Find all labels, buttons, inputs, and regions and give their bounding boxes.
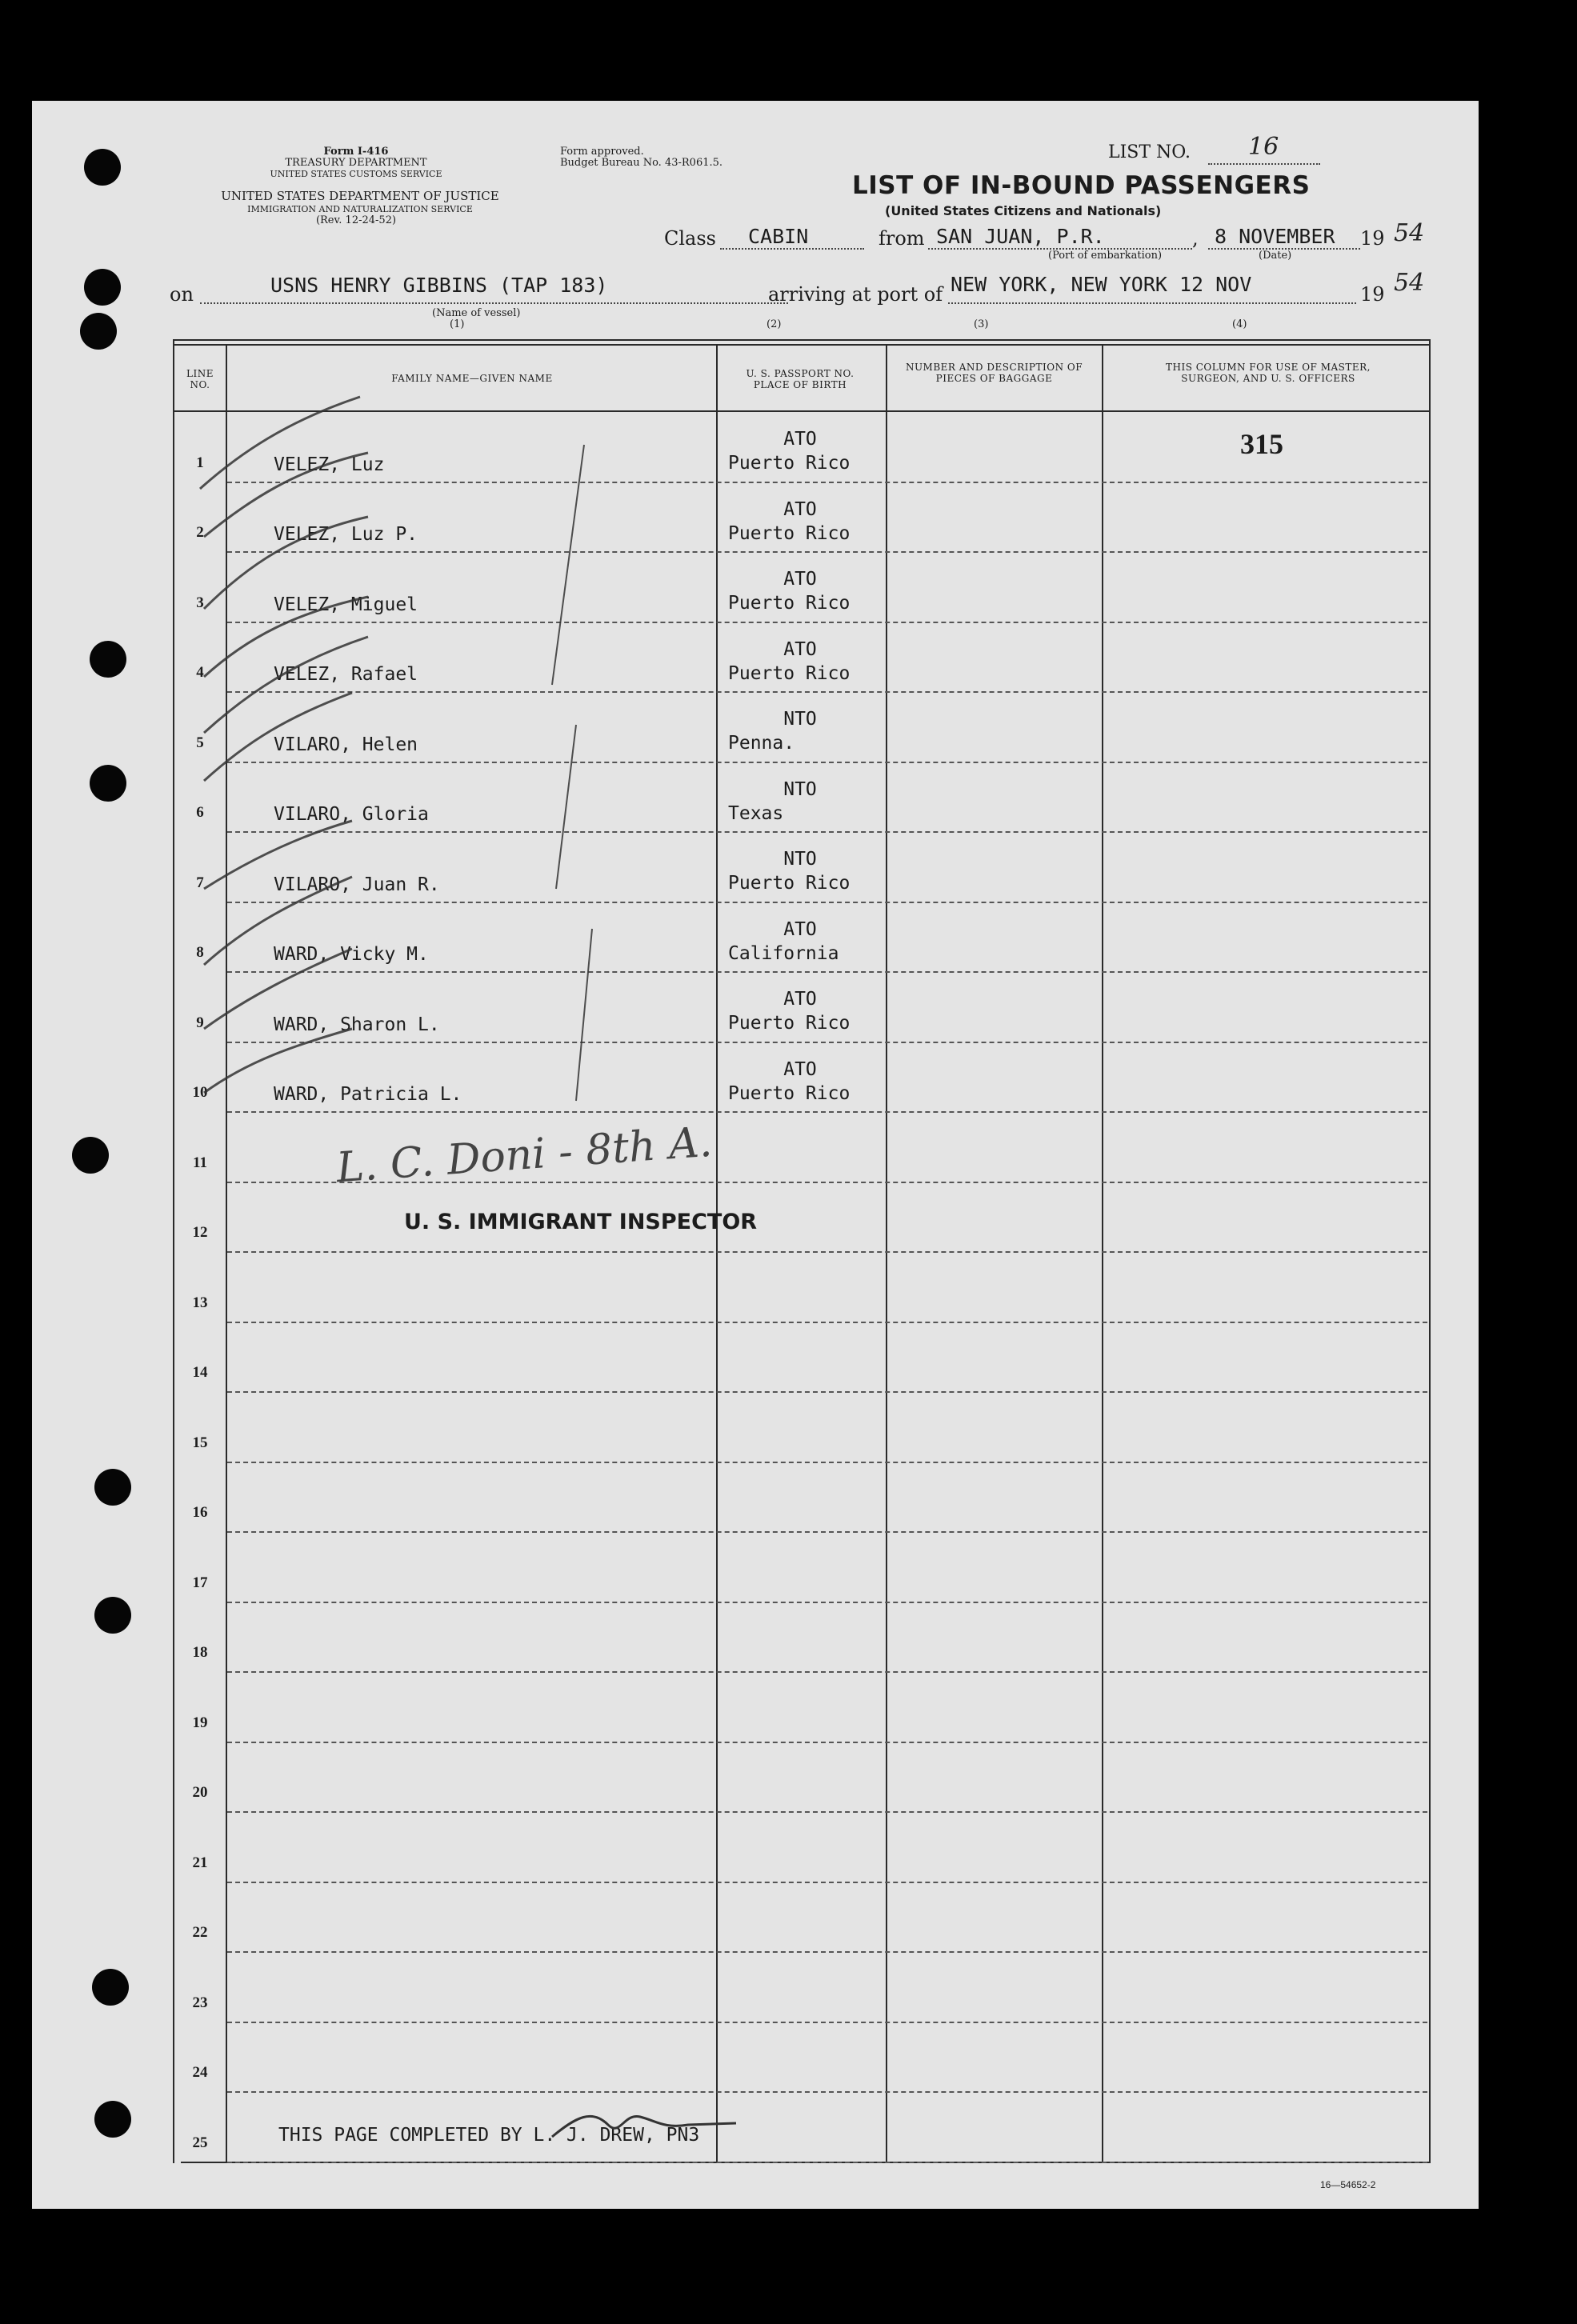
line-number: 17 (192, 1574, 208, 1591)
row-rule (227, 1531, 1427, 1533)
row-rule (227, 1322, 1427, 1323)
col-num-1: (1) (450, 318, 465, 330)
arrival-year-value: 54 (1394, 269, 1425, 297)
row-rule (227, 1671, 1427, 1673)
port-of-embarkation: SAN JUAN, P.R. (936, 225, 1105, 248)
line-number: 20 (192, 1784, 208, 1801)
punch-hole (94, 1597, 131, 1634)
row-rule (227, 1811, 1427, 1813)
col-num-2: (2) (766, 318, 782, 330)
line-number: 8 (196, 944, 204, 961)
port-caption: (Port of embarkation) (1048, 250, 1163, 262)
place-of-birth: Texas (728, 802, 784, 824)
line-number: 19 (192, 1714, 208, 1731)
citizenship-code: ATO (783, 989, 817, 1010)
arriving-label: arriving at port of (768, 283, 943, 306)
place-of-birth: Puerto Rico (728, 1013, 851, 1034)
row-rule (227, 2162, 1427, 2163)
line-number: 3 (196, 594, 204, 611)
passenger-name: WARD, Patricia L. (274, 1084, 462, 1105)
footer-code: 16—54652-2 (1320, 2179, 1376, 2190)
citizenship-code: ATO (783, 918, 817, 940)
stamp-number: 315 (1240, 428, 1283, 460)
col-header-line-no: LINE NO. (186, 368, 214, 390)
place-of-birth: Puerto Rico (728, 662, 851, 684)
line-number: 23 (192, 1994, 208, 2011)
place-of-birth: Puerto Rico (728, 873, 851, 894)
passenger-name: VELEZ, Rafael (274, 664, 418, 685)
line-number: 24 (192, 2064, 208, 2081)
passenger-name: WARD, Vicky M. (274, 944, 429, 965)
citizenship-code: ATO (783, 429, 817, 450)
page-title: LIST OF IN-BOUND PASSENGERS (852, 171, 1311, 200)
line-number: 1 (196, 454, 204, 471)
clerk-signature (544, 2101, 752, 2149)
citizenship-code: NTO (783, 709, 817, 730)
list-no-label: LIST NO. (1108, 142, 1191, 162)
list-no-value: 16 (1248, 133, 1279, 161)
line-number: 16 (192, 1504, 208, 1521)
row-rule (227, 1742, 1427, 1743)
row-rule (227, 1882, 1427, 1883)
col-num-3: (3) (974, 318, 989, 330)
line-number: 6 (196, 804, 204, 821)
citizenship-code: NTO (783, 849, 817, 870)
citizenship-code: ATO (783, 638, 817, 660)
class-label: Class (664, 227, 716, 250)
date-caption: (Date) (1259, 250, 1292, 262)
line-number: 15 (192, 1434, 208, 1451)
punch-hole (92, 1969, 129, 2006)
passenger-name: VILARO, Helen (274, 734, 418, 755)
line-number: 12 (192, 1224, 208, 1241)
place-of-birth: Puerto Rico (728, 453, 851, 474)
place-of-birth: Puerto Rico (728, 522, 851, 544)
col-header-passport: U. S. PASSPORT NO. PLACE OF BIRTH (746, 368, 855, 390)
customs-service: UNITED STATES CUSTOMS SERVICE (270, 169, 442, 179)
row-rule (227, 1462, 1427, 1463)
treasury-dept: TREASURY DEPARTMENT (285, 157, 427, 169)
completed-by: THIS PAGE COMPLETED BY L. J. DREW, PN3 (278, 2125, 700, 2146)
pencil-marks (32, 101, 1479, 1301)
year-value: 54 (1394, 219, 1425, 247)
col-header-name: FAMILY NAME—GIVEN NAME (391, 373, 553, 384)
document-page: Form I-416 TREASURY DEPARTMENT UNITED STATES CUSTOMS SERVICE UNITED STATES DEPARTMENT OF JUSTICE IMMIGRATION AND NATURALIZATION SERVICE (Rev. 12-24-52) Form approved. Budget Bureau No. 43-R061.5. LIST NO. 16 LIST OF IN-BOUND PASSENGERS (United States Citizens and Nationals) Class CABIN from SAN JUAN, P.R. , 8 NOVEMBER 19 54 (Port of embarkation) (Date) on USNS HENRY GIBBINS (TAP 183) (Name of vessel) (1) (2) (3) (4) arriving at port of NEW YORK, NEW YORK 12 NOV 19 54 LINE NO. FAMILY NAME—GIVEN NAME U. S. PASSPORT NO. PLACE OF BIRTH NUMBER AND DESCRIPTION OF PIECES OF BAGGAGE THIS COLUMN FOR USE OF MASTER, SURGEON, AND U. S. OFFICERS 315 1 VELEZ, Luz ATO Puerto Rico 2 VELEZ, Luz P. ATO Puerto Rico 3 VELEZ, Miguel ATO Puerto Rico 4 VELEZ, Rafael ATO Puerto Rico 5 VILARO, Helen NTO Penna. 6 VILARO, Gloria NTO Texas 7 VILARO, Juan R. NTO Puerto Rico 8 WARD, Vicky M. ATO California 9 WARD, Sharon L. ATO Puerto Rico 10 WARD, Patricia L. ATO Puerto Rico 11 12 13 14 15 16 17 18 19 20 21 22 23 24 25 L. C. Doni - 8th A. U. S. IMMIGRANT INSPECTOR THIS PAGE COMPLETED BY L. J. DREW, PN3 16—54652-2 (32, 101, 1479, 2209)
form-number: Form I-416 (323, 146, 389, 158)
col-header-officers: THIS COLUMN FOR USE OF MASTER, SURGEON, AND U. S. OFFICERS (1166, 362, 1371, 384)
line-number: 2 (196, 524, 204, 541)
col-num-4: (4) (1232, 318, 1247, 330)
passenger-name: VELEZ, Miguel (274, 594, 418, 615)
inspector-stamp: U. S. IMMIGRANT INSPECTOR (404, 1210, 758, 1234)
passenger-name: WARD, Sharon L. (274, 1014, 440, 1035)
line-number: 11 (193, 1154, 207, 1171)
budget-bureau: Budget Bureau No. 43-R061.5. (560, 157, 723, 169)
line-number: 13 (192, 1294, 208, 1311)
citizenship-code: ATO (783, 569, 817, 590)
citizenship-code: NTO (783, 778, 817, 800)
line-number: 7 (196, 874, 204, 891)
line-number: 4 (196, 664, 204, 681)
class-value: CABIN (748, 225, 809, 248)
citizenship-code: ATO (783, 498, 817, 520)
page-subtitle: (United States Citizens and Nationals) (885, 203, 1162, 218)
ins-service: IMMIGRATION AND NATURALIZATION SERVICE (247, 204, 473, 214)
line-number: 21 (192, 1854, 208, 1871)
line-number: 10 (192, 1084, 208, 1101)
justice-dept: UNITED STATES DEPARTMENT OF JUSTICE (221, 189, 499, 203)
year-prefix: 19 (1360, 227, 1385, 250)
on-label: on (170, 283, 194, 306)
from-label: from (879, 227, 925, 250)
line-number: 25 (192, 2134, 208, 2151)
line-number: 18 (192, 1644, 208, 1661)
row-rule (227, 1602, 1427, 1603)
vessel-caption: (Name of vessel) (432, 307, 521, 319)
passenger-name: VELEZ, Luz (274, 454, 385, 475)
punch-hole (94, 1469, 131, 1506)
arrival-port: NEW YORK, NEW YORK 12 NOV (951, 273, 1252, 296)
passenger-name: VILARO, Gloria (274, 804, 429, 825)
row-rule (227, 2022, 1427, 2023)
place-of-birth: Puerto Rico (728, 593, 851, 614)
departure-date: 8 NOVEMBER (1215, 225, 1335, 248)
line-number: 14 (192, 1364, 208, 1381)
col-header-baggage: NUMBER AND DESCRIPTION OF PIECES OF BAGGAGE (905, 362, 1083, 384)
citizenship-code: ATO (783, 1058, 817, 1080)
row-rule (227, 1391, 1427, 1393)
vessel-name: USNS HENRY GIBBINS (TAP 183) (270, 274, 608, 297)
place-of-birth: Puerto Rico (728, 1082, 851, 1104)
place-of-birth: California (728, 942, 839, 964)
line-number: 22 (192, 1924, 208, 1941)
line-number: 5 (196, 734, 204, 751)
revision: (Rev. 12-24-52) (315, 214, 397, 226)
punch-hole (94, 2101, 131, 2138)
inspector-signature: L. C. Doni - 8th A. (334, 1118, 714, 1193)
passenger-name: VILARO, Juan R. (274, 874, 440, 895)
arrival-year-prefix: 19 (1360, 283, 1385, 306)
form-approved: Form approved. (560, 146, 644, 158)
line-number: 9 (196, 1014, 204, 1031)
row-rule (227, 2091, 1427, 2093)
place-of-birth: Penna. (728, 733, 795, 754)
passenger-name: VELEZ, Luz P. (274, 524, 418, 545)
row-rule (227, 1951, 1427, 1953)
